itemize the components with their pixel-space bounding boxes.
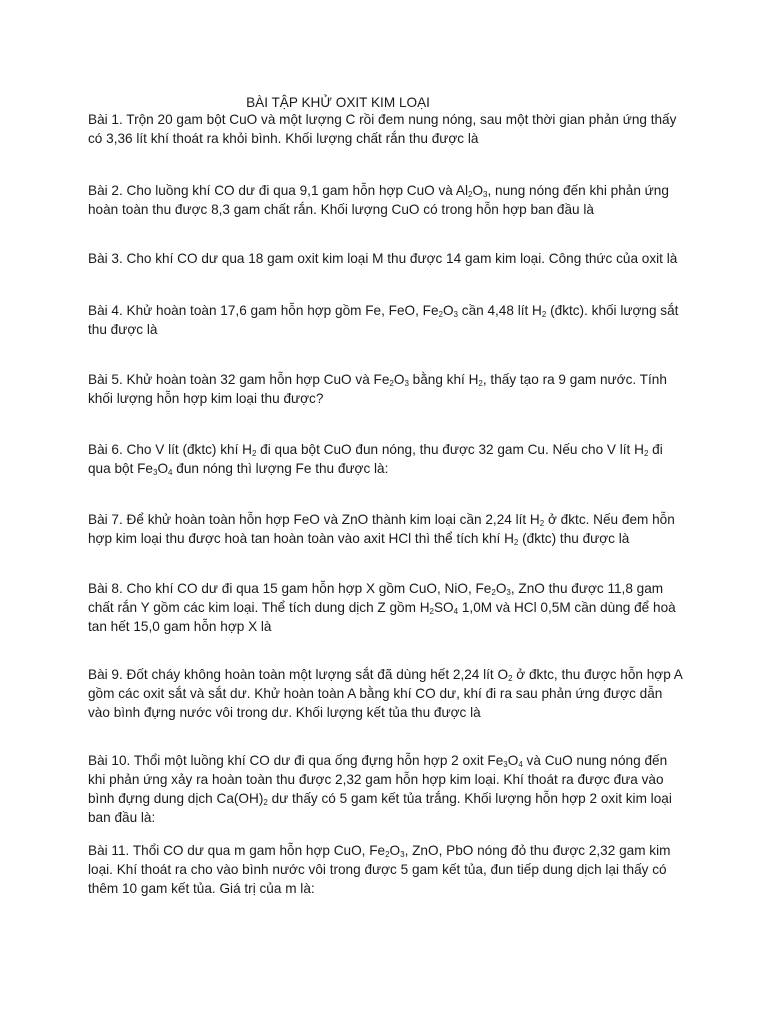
exercise-11	[88, 841, 688, 898]
exercise-9	[88, 665, 688, 722]
exercise-text: Bài 2. Cho luồng khí CO dư đi qua 9,1 gam hỗn hợp CuO và $Al_2O_3$, nung nóng đến khi phản ứng hoàn toàn thu được 8,3 gam chất rắn. Khối lượng CuO có trong hỗn hợp ban đầu là	[88, 183, 669, 217]
exercise-text: Bài 5. Khử hoàn toàn 32 gam hỗn hợp CuO và $Fe_2O_3$ bằng khí $H_2$, thấy tạo ra 9 gam nước. Tính khối lượng hỗn hợp kim loại thu được?	[88, 372, 667, 406]
exercise-text: Bài 9. Đốt cháy không hoàn toàn một lượng sắt đã dùng hết 2,24 lít $O_2$ ở đktc, thu được hỗn hợp A gồm các oxit sắt và sắt dư. Khử hoàn toàn A bằng khí CO dư, khí đi ra sau phản ứng được dẫn vào bình đựng nước vôi trong dư. Khối lượng kết tủa thu được là	[88, 667, 683, 720]
exercise-2	[88, 181, 688, 219]
exercise-3	[88, 249, 688, 268]
exercise-8	[88, 579, 688, 636]
exercise-1	[88, 110, 688, 148]
exercise-text: Bài 11. Thổi CO dư qua m gam hỗn hợp CuO, $Fe_2O_3$, ZnO, PbO nóng đỏ thu được 2,32 gam kim loại. Khí thoát ra cho vào bình nước vôi trong được 5 gam kết tủa, đun tiếp dung dịch lại thấy có thêm 10 gam kết tủa. Giá trị của m là:	[88, 843, 671, 896]
exercise-6	[88, 440, 688, 478]
exercise-10	[88, 751, 688, 827]
exercise-text: Bài 8. Cho khí CO dư đi qua 15 gam hỗn hợp X gồm CuO, NiO, $Fe_2O_3$, ZnO thu được 11,8 gam chất rắn Y gồm các kim loại. Thể tích dung dịch Z gồm $H_2SO_4$ 1,0M và HCl 0,5M cần dùng để hoà tan hết 15,0 gam hỗn hợp X là	[88, 581, 676, 634]
exercise-text: Bài 1. Trộn 20 gam bột CuO và một lượng C rồi đem nung nóng, sau một thời gian phản ứng thấy có 3,36 lít khí thoát ra khỏi bình. Khối lượng chất rắn thu được là	[88, 112, 677, 146]
document-title: BÀI TẬP KHỬ OXIT KIM LOẠI	[246, 95, 430, 110]
exercise-text: Bài 4. Khử hoàn toàn 17,6 gam hỗn hợp gồm Fe, FeO, $Fe_2O_3$ cần 4,48 lít $H_2$ (đktc). khối lượng sắt thu được là	[88, 303, 679, 337]
exercise-text: Bài 10. Thổi một luồng khí CO dư đi qua ống đựng hỗn hợp 2 oxit $Fe_3O_4$ và CuO nung nóng đến khi phản ứng xảy ra hoàn toàn thu được 2,32 gam hỗn hợp kim loại. Khí thoát ra được đưa vào bình đựng dung dịch $Ca(OH)_2$ dư thấy có 5 gam kết tủa trắng. Khối lượng hỗn hợp 2 oxit kim loại ban đầu là:	[88, 753, 672, 825]
exercise-text: Bài 7. Để khử hoàn toàn hỗn hợp FeO và ZnO thành kim loại cần 2,24 lít $H_2$ ở đktc. Nếu đem hỗn hợp kim loại thu được hoà tan hoàn toàn vào axit HCl thì thể tích khí $H_2$ (đktc) thu được là	[88, 512, 675, 547]
exercise-5	[88, 370, 688, 408]
exercise-7	[88, 510, 688, 548]
exercise-text: Bài 6. Cho V lít (đktc) khí $H_2$ đi qua bột CuO đun nóng, thu được 32 gam Cu. Nếu cho V lít $H_2$ đi qua bột $Fe_3O_4$ đun nóng thì lượng Fe thu được là:	[88, 442, 663, 477]
exercise-text: Bài 3. Cho khí CO dư qua 18 gam oxit kim loại M thu được 14 gam kim loại. Công thức của oxit là	[88, 251, 678, 266]
exercise-4	[88, 301, 688, 339]
